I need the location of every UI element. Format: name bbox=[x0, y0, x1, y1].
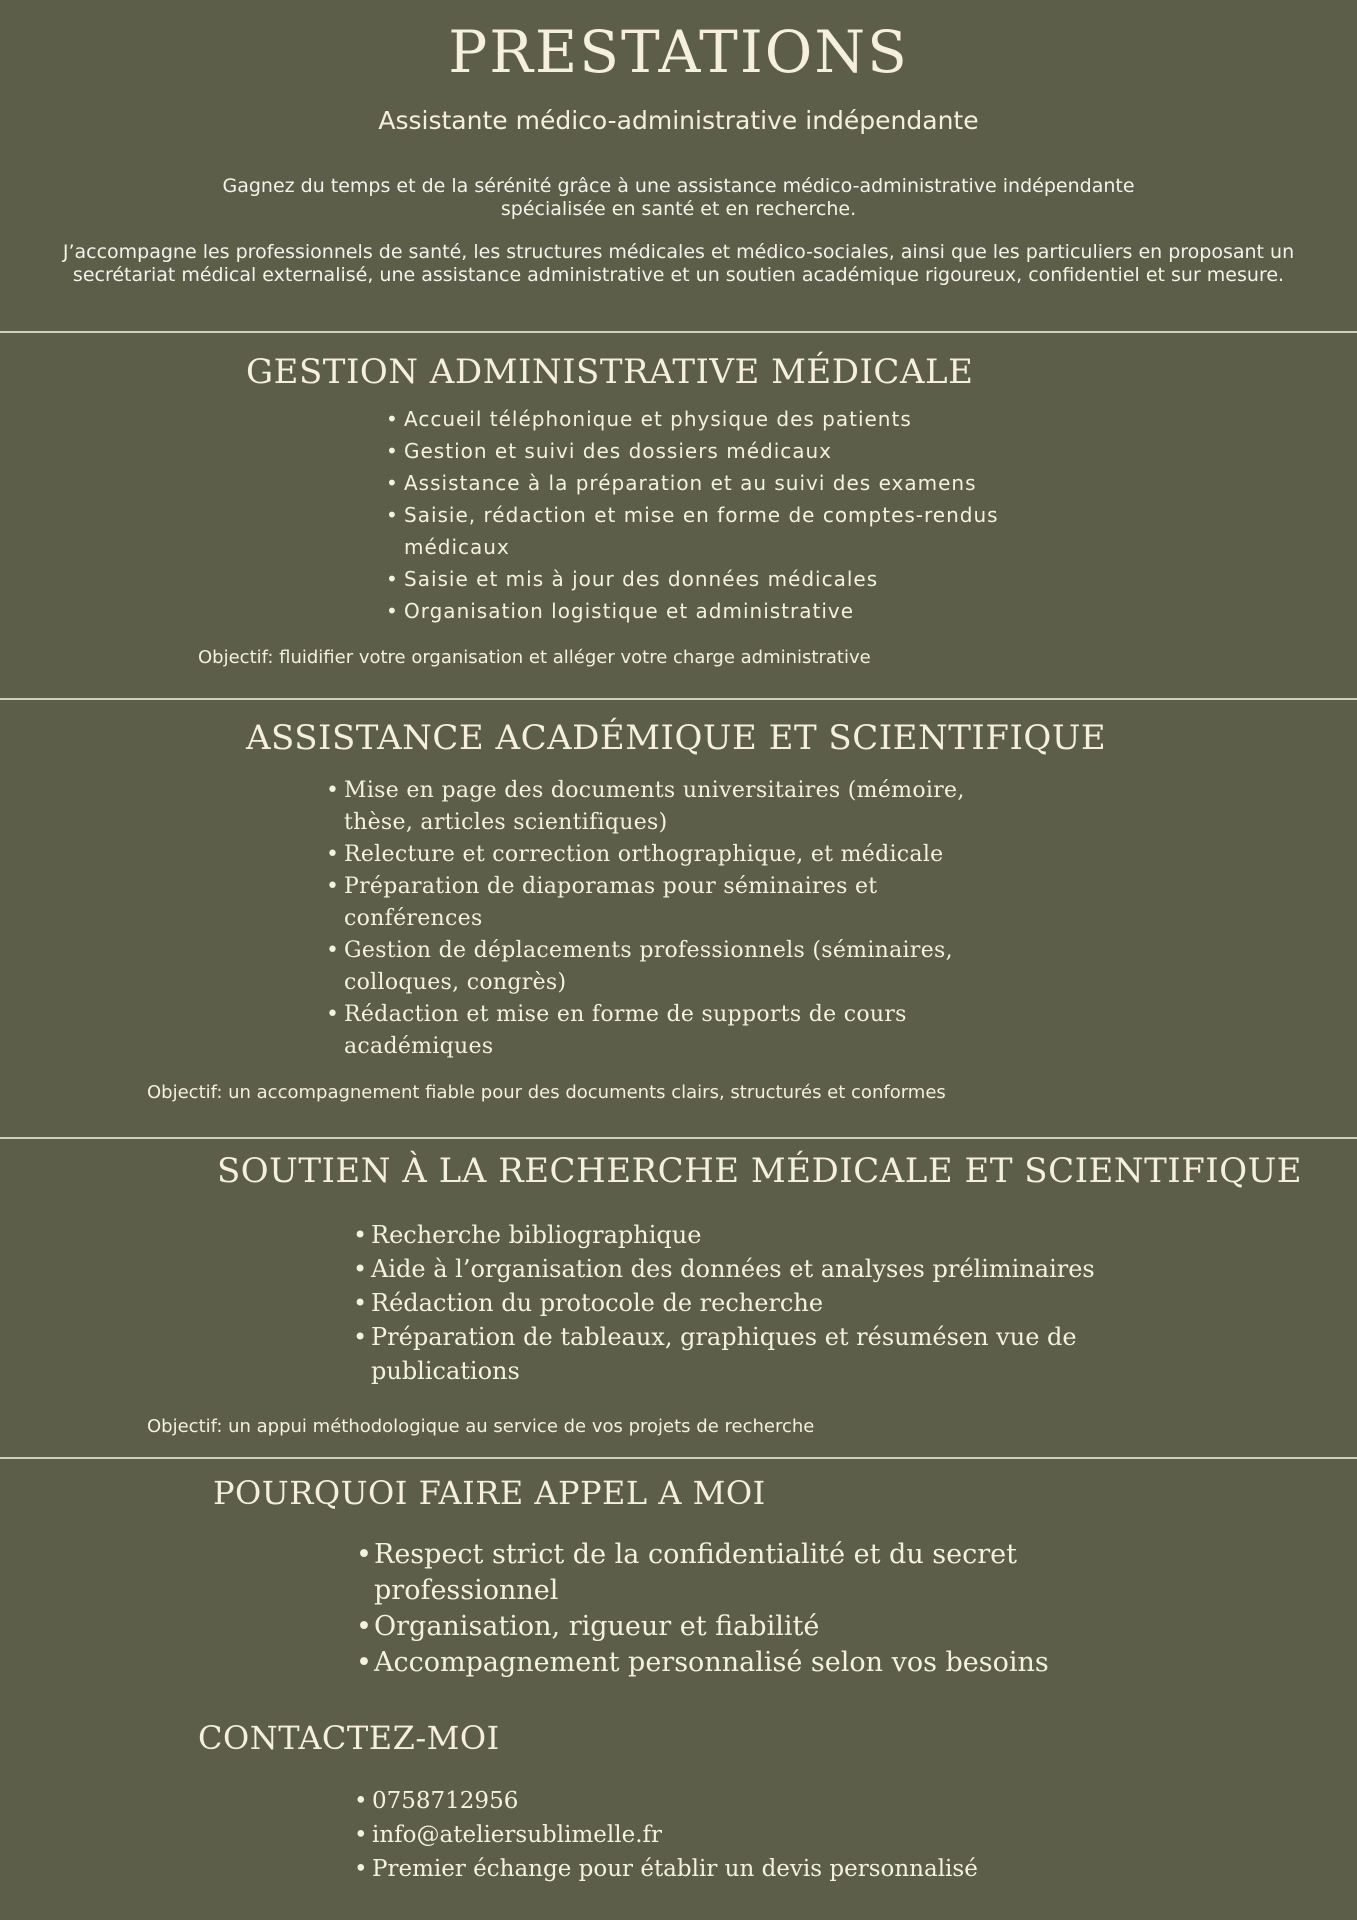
list-item: • Accueil téléphonique et physique des patients bbox=[386, 403, 1086, 435]
contact-list bbox=[354, 1784, 1154, 1886]
section-title: POURQUOI FAIRE APPEL A MOI bbox=[213, 1474, 766, 1512]
service-list bbox=[326, 775, 986, 1063]
list-item: • Assistance à la préparation et au suivi des examens bbox=[386, 467, 1086, 499]
intro-paragraph: Gagnez du temps et de la sérénité grâce à une assistance médico-administrative indépendante spécialisée en santé et en recherche. bbox=[222, 175, 1135, 220]
list-item: • Préparation de tableaux, graphiques et résumésen vue de publications bbox=[353, 1320, 1153, 1388]
list-item: • Préparation de diaporamas pour séminaires et conférences bbox=[326, 871, 986, 935]
service-list bbox=[356, 1537, 1056, 1681]
email-link[interactable]: • info@ateliersublimelle.fr bbox=[354, 1818, 1154, 1852]
intro-paragraph: J’accompagne les professionnels de santé, les structures médicales et médico-sociales, ainsi que les particuliers en proposant un secrétariat médical externalisé, une assistance administrative et un soutien académique rigoureux, confidentiel et sur mesure. bbox=[62, 241, 1295, 286]
list-item: • Gestion de déplacements professionnels (séminaires, colloques, congrès) bbox=[326, 935, 986, 999]
phone-number[interactable]: • 0758712956 bbox=[354, 1784, 1154, 1818]
section-title: SOUTIEN À LA RECHERCHE MÉDICALE ET SCIENTIFIQUE bbox=[217, 1151, 1303, 1191]
list-item: • Respect strict de la confidentialité et du secret professionnel bbox=[356, 1537, 1056, 1609]
service-list bbox=[353, 1218, 1153, 1388]
section-divider bbox=[0, 1137, 1357, 1139]
list-item: • Aide à l’organisation des données et analyses préliminaires bbox=[353, 1252, 1153, 1286]
section-title: CONTACTEZ-MOI bbox=[198, 1719, 500, 1757]
service-list bbox=[386, 403, 1086, 627]
list-item: • Mise en page des documents universitaires (mémoire, thèse, articles scientifiques) bbox=[326, 775, 986, 839]
page-title: PRESTATIONS bbox=[448, 18, 909, 86]
list-item: • Rédaction et mise en forme de supports de cours académiques bbox=[326, 999, 986, 1063]
list-item: • Premier échange pour établir un devis personnalisé bbox=[354, 1852, 1154, 1886]
list-item: • Gestion et suivi des dossiers médicaux bbox=[386, 435, 1086, 467]
section-objective: Objectif: fluidifier votre organisation et alléger votre charge administrative bbox=[198, 647, 871, 668]
section-objective: Objectif: un accompagnement fiable pour des documents clairs, structurés et conformes bbox=[147, 1082, 946, 1103]
section-divider bbox=[0, 331, 1357, 333]
list-item: • Saisie et mis à jour des données médicales bbox=[386, 563, 1086, 595]
list-item: • Accompagnement personnalisé selon vos besoins bbox=[356, 1645, 1056, 1681]
section-divider bbox=[0, 698, 1357, 700]
page-subtitle: Assistante médico-administrative indépendante bbox=[378, 106, 979, 135]
list-item: • Relecture et correction orthographique, et médicale bbox=[326, 839, 986, 871]
list-item: • Organisation logistique et administrative bbox=[386, 595, 1086, 627]
section-title: GESTION ADMINISTRATIVE MÉDICALE bbox=[246, 352, 974, 392]
section-divider bbox=[0, 1457, 1357, 1459]
list-item: • Recherche bibliographique bbox=[353, 1218, 1153, 1252]
section-title: ASSISTANCE ACADÉMIQUE ET SCIENTIFIQUE bbox=[246, 718, 1107, 758]
list-item: • Rédaction du protocole de recherche bbox=[353, 1286, 1153, 1320]
list-item: • Organisation, rigueur et fiabilité bbox=[356, 1609, 1056, 1645]
list-item: • Saisie, rédaction et mise en forme de comptes-rendus médicaux bbox=[386, 499, 1086, 563]
section-objective: Objectif: un appui méthodologique au service de vos projets de recherche bbox=[147, 1416, 815, 1437]
